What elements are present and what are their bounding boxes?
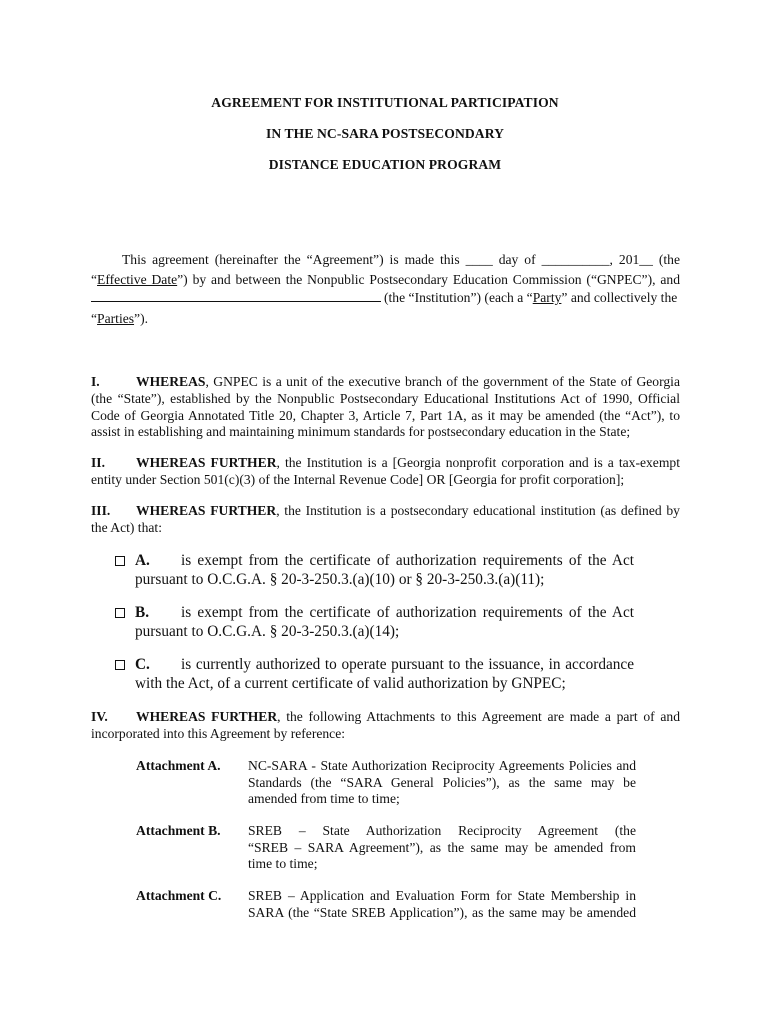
option-b-checkbox[interactable] (115, 608, 125, 618)
institution-name-blank[interactable] (91, 289, 381, 302)
option-c-checkbox[interactable] (115, 660, 125, 670)
intro-line-4: “Parties”). (91, 311, 149, 326)
recital-iv-line-1: WHEREAS FURTHER, the following Attachments to this Agreement are made a part of and (136, 709, 680, 724)
option-a-letter: A. (135, 552, 150, 569)
recital-i-line-2: (the “State”), established by the Nonpublic Postsecondary Educational Institutions Act of 1990, Official (91, 391, 680, 406)
attachment-b-line-2: “SREB – SARA Agreement”), as the same may be amended from (248, 839, 636, 855)
option-b-line-1: is exempt from the certificate of authorization requirements of the Act (181, 604, 634, 621)
recital-i-line-1: WHEREAS, GNPEC is a unit of the executive branch of the government of the State of Georgia (136, 374, 680, 389)
intro-line-1: This agreement (hereinafter the “Agreement”) is made this ____ day of __________, 201__ (the (122, 252, 680, 267)
parties-term: Parties (97, 311, 135, 326)
attachment-c-description (248, 888, 636, 921)
recital-i-numeral: I. (91, 374, 100, 389)
attachment-b-label: Attachment B. (136, 823, 221, 838)
option-c-letter: C. (135, 656, 150, 673)
option-b-line-2: pursuant to O.C.G.A. § 20-3-250.3.(a)(14); (135, 623, 400, 640)
attachment-c-line-1: SREB – Application and Evaluation Form for State Membership in (248, 888, 636, 903)
title-line-2: IN THE NC-SARA POSTSECONDARY (265, 126, 505, 141)
intro-line-2: “Effective Date”) by and between the Nonpublic Postsecondary Education Commission (“GNPEC”), and (91, 272, 680, 287)
attachment-a-label: Attachment A. (136, 758, 221, 773)
attachment-c-line-2: SARA (the “State SREB Application”), as the same may be amended (248, 904, 636, 920)
recital-i-line-3: Code of Georgia Annotated Title 20, Chapter 3, Article 7, Part 1A, as it may be amended (the “Act”), to (91, 408, 680, 423)
intro-line-3: (the “Institution”) (each a “Party” and collectively the (384, 290, 678, 305)
recital-i-line-4: assist in establishing and maintaining minimum standards for postsecondary education in the State; (91, 424, 631, 439)
attachment-a-line-1: NC-SARA - State Authorization Reciprocity Agreements Policies and (248, 758, 636, 773)
recital-iii-numeral: III. (91, 503, 111, 518)
attachment-b-description (248, 823, 636, 873)
option-a-line-1: is exempt from the certificate of authorization requirements of the Act (181, 552, 634, 569)
attachment-a-line-3: amended from time to time; (248, 791, 400, 806)
recital-iv-numeral: IV. (91, 709, 108, 724)
recital-ii-line-1: WHEREAS FURTHER, the Institution is a [Georgia nonprofit corporation and is a tax-exempt (136, 455, 680, 470)
recital-iii-line-2: the Act) that: (91, 520, 162, 535)
option-c-line-2: with the Act, of a current certificate of valid authorization by GNPEC; (135, 675, 566, 692)
option-a-checkbox[interactable] (115, 556, 125, 566)
recital-ii-numeral: II. (91, 455, 105, 470)
recital-iii-line-1: WHEREAS FURTHER, the Institution is a postsecondary educational institution (as defined by (136, 503, 680, 518)
attachment-a-description (248, 758, 636, 808)
attachment-b-line-1: SREB – State Authorization Reciprocity Agreement (the (248, 823, 636, 838)
option-b-letter: B. (135, 604, 150, 621)
title-line-1: AGREEMENT FOR INSTITUTIONAL PARTICIPATION (211, 95, 559, 110)
option-c-line-1: is currently authorized to operate pursuant to the issuance, in accordance (181, 656, 634, 673)
institution-blank (91, 289, 381, 307)
party-term: Party (532, 290, 562, 305)
attachment-c-label: Attachment C. (136, 888, 222, 903)
recital-ii-line-2: entity under Section 501(c)(3) of the Internal Revenue Code] OR [Georgia for profit corporation]; (91, 472, 625, 487)
attachment-a-line-2: Standards (the “SARA General Policies”), as the same may be (248, 774, 636, 790)
recital-iv-line-2: incorporated into this Agreement by reference: (91, 726, 346, 741)
title-line-3: DISTANCE EDUCATION PROGRAM (268, 157, 502, 172)
option-a-line-2: pursuant to O.C.G.A. § 20-3-250.3.(a)(10) or § 20-3-250.3.(a)(11); (135, 571, 545, 588)
attachment-b-line-3: time to time; (248, 856, 318, 871)
effective-date-term: Effective Date (97, 272, 178, 287)
